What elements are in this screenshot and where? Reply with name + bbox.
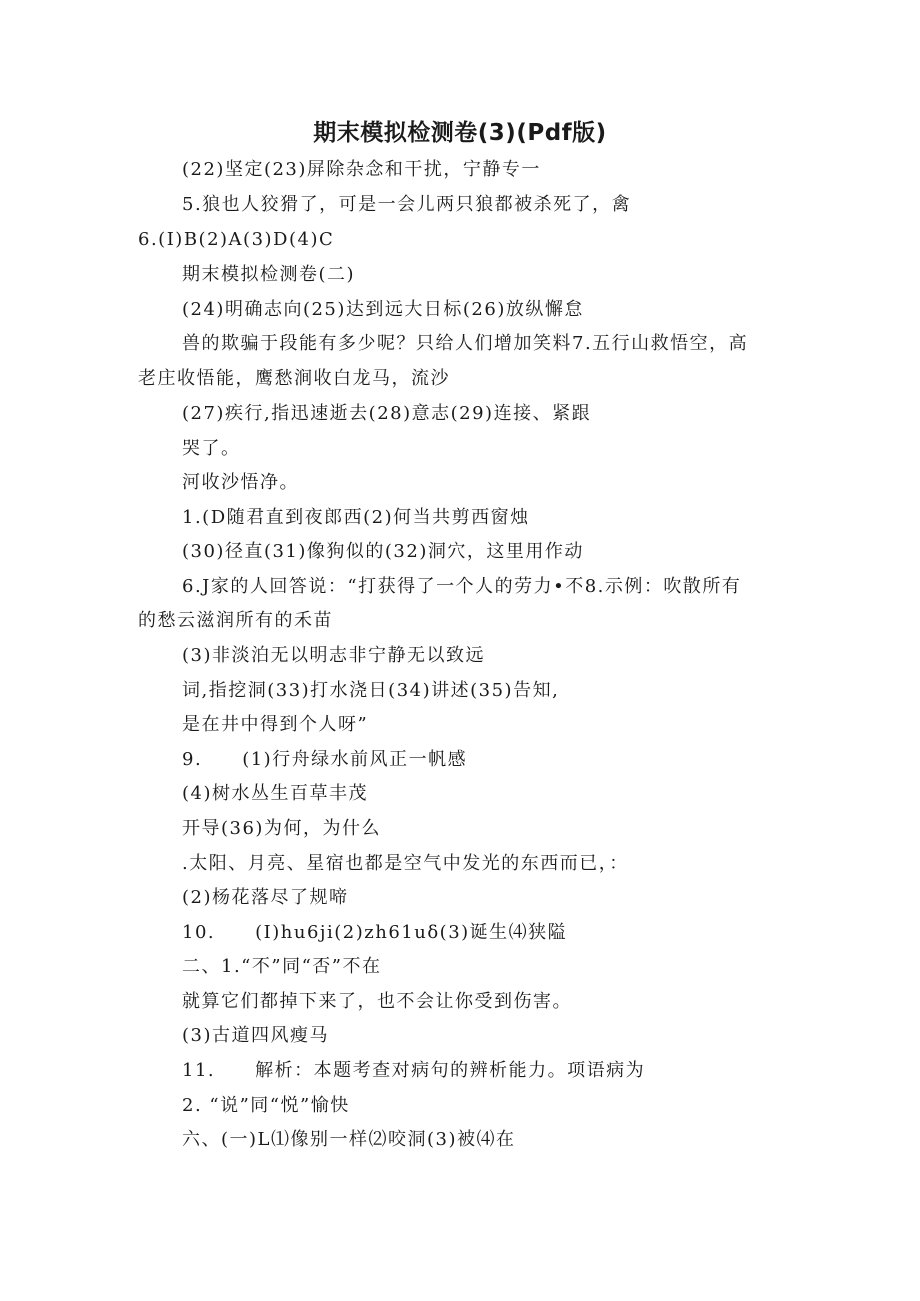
text-line: 6.J家的人回答说：“打获得了一个人的劳力•不8.示例：吹散所有 [182,576,742,597]
text-line: 哭了。 [182,438,241,459]
text-line: 6.(I)B(2)A(3)D(4)C [138,229,335,250]
text-line: (2)杨花落尽了规啼 [182,887,349,908]
text-line: 词,指挖洞(33)打水浇日(34)讲述(35)告知, [182,680,560,701]
item-number: 11. [182,1060,216,1081]
text-line: 1.(D随君直到夜郎西(2)何当共剪西窗烛 [182,507,530,528]
text-line: 河收沙悟净。 [182,472,299,493]
item-number: 9. [182,749,203,770]
text-line: (4)树水丛生百草丰茂 [182,783,368,804]
text-line [182,1059,645,1083]
text-line: 二、1.“不”同“否”不在 [182,956,382,977]
text-line: 开导(36)为何，为什么 [182,818,381,839]
text-line: 2. “说”同“悦”愉快 [182,1095,350,1116]
text-line: (22)坚定(23)屏除杂念和干扰，宁静专一 [182,159,541,180]
text-line: 兽的欺骗于段能有多少呢？只给人们增加笑料7.五行山救悟空，高 [182,333,749,354]
text-line: .太阳、月亮、星宿也都是空气中发光的东西而已，： [182,853,629,874]
document-title: 期末模拟检测卷(3)(Pdf版) [313,120,607,146]
text-line: (30)径直(31)像狗似的(32)洞穴，这里用作动 [182,541,584,562]
text-line: 老庄收悟能，鹰愁涧收白龙马，流沙 [138,368,450,389]
text-line: (27)疾行,指迅速逝去(28)意志(29)连接、紧跟 [182,403,592,424]
item-text: 解析：本题考查对病句的辨析能力。项语病为 [255,1060,646,1081]
text-line: 期末模拟检测卷(二) [182,264,356,285]
text-line: (3)非淡泊无以明志非宁静无以致远 [182,645,485,666]
text-line: 的愁云滋润所有的禾苗 [138,610,333,631]
text-line: 是在井中得到个人呀” [182,714,369,735]
text-line: (3)古道四风瘦马 [182,1025,329,1046]
text-line [182,748,467,772]
text-line: 就算它们都掉下来了，也不会让你受到伤害。 [182,991,572,1012]
text-line: 5.狼也人狡猾了，可是一会儿两只狼都被杀死了，禽 [182,194,632,215]
text-line: 六、(一)L⑴像别一样⑵咬洞(3)被⑷在 [182,1129,516,1150]
item-text: (1)行舟绿水前风正一帆感 [242,749,468,770]
item-number: 10. [182,922,216,943]
text-line [182,921,567,945]
text-line: (24)明确志向(25)达到远大日标(26)放纵懈怠 [182,299,584,320]
item-text: (I)hu6ji(2)zh61uδ(3)诞生⑷狭隘 [255,922,568,943]
